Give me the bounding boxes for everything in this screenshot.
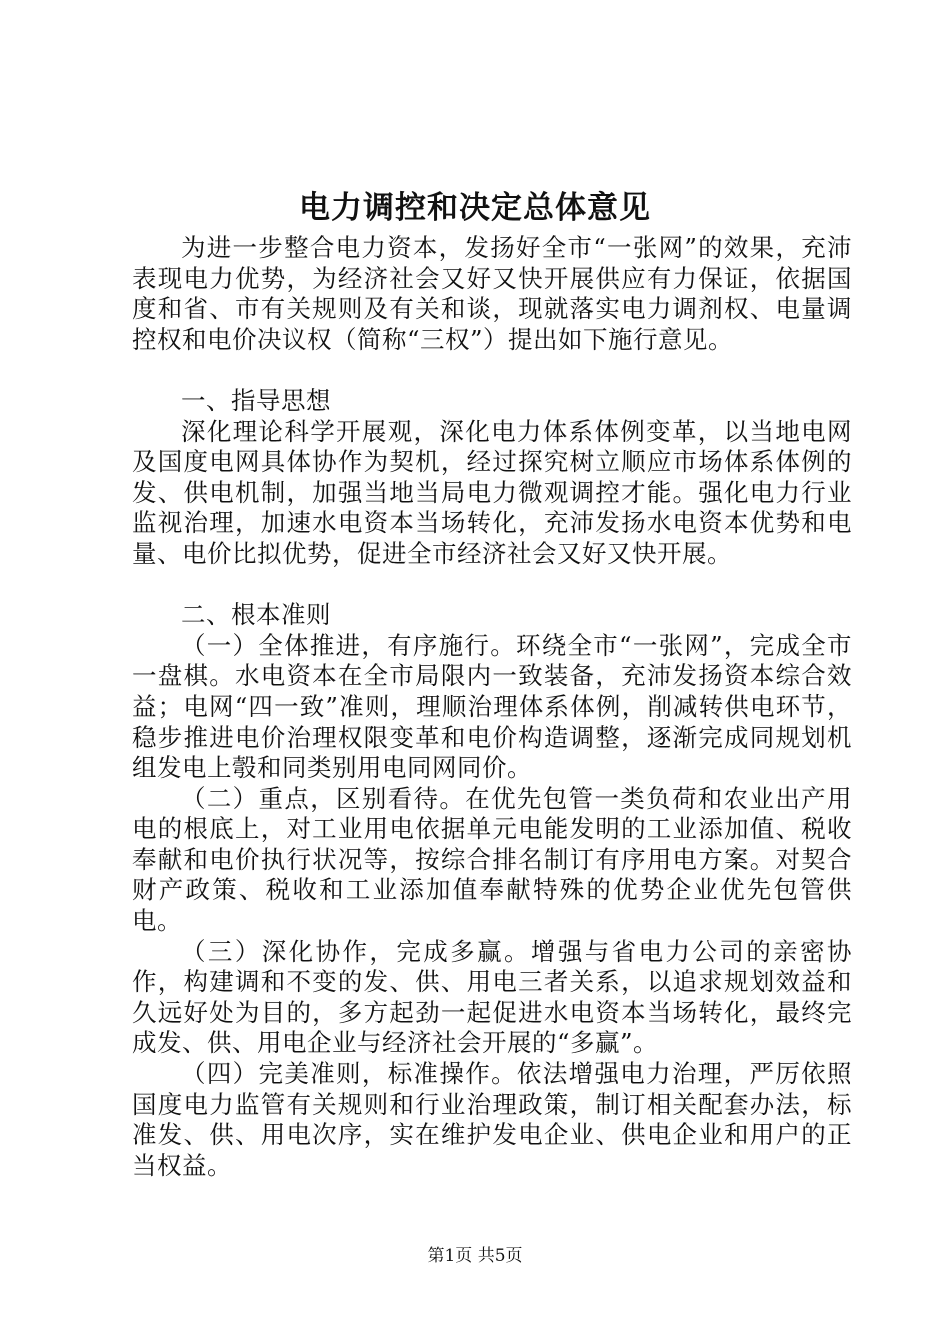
section-2-item-3: （三）深化协作，完成多赢。增强与省电力公司的亲密协作，构建调和不变的发、供、用电三者关系，以追求规划效益和久远好处为目的，多方起劲一起促进水电资本当场转化，最终完成发、供、用电企业与经济社会开展的“多赢”。 <box>132 936 852 1058</box>
document-body <box>132 233 852 1181</box>
section-2-item-1: （一）全体推进，有序施行。环绕全市“一张网”，完成全市一盘棋。水电资本在全市局限内一致装备，充沛发扬资本综合效益；电网“四一致”准则，理顺治理体系体例，削减转供电环节，稳步推进电价治理权限变革和电价构造调整，逐渐完成同规划机组发电上彀和同类别用电同网同价。 <box>132 630 852 783</box>
section-2-item-2: （二）重点，区别看待。在优先包管一类负荷和农业出产用电的根底上，对工业用电依据单元电能发明的工业添加值、税收奉献和电价执行状况等，按综合排名制订有序用电方案。对契合财产政策、税收和工业添加值奉献特殊的优势企业优先包管供电。 <box>132 783 852 936</box>
page-number-footer: 第1页 共5页 <box>427 1246 523 1266</box>
section-1-heading: 一、指导思想 <box>181 385 331 415</box>
paragraph-gap <box>132 355 852 386</box>
section-1-paragraph: 深化理论科学开展观，深化电力体系体例变革，以当地电网及国度电网具体协作为契机，经过探究树立顺应市场体系体例的发、供电机制，加强当地当局电力微观调控才能。强化电力行业监视治理，加速水电资本当场转化，充沛发扬水电资本优势和电量、电价比拟优势，促进全市经济社会又好又快开展。 <box>132 416 852 568</box>
paragraph-gap <box>132 570 852 601</box>
section-2-heading: 二、根本准则 <box>181 600 331 630</box>
document-title: 电力调控和决定总体意见 <box>299 190 651 226</box>
section-2-item-4: （四）完美准则，标准操作。依法增强电力治理，严厉依照国度电力监管有关规则和行业治理政策，制订相关配套办法，标准发、供、用电次序，实在维护发电企业、供电企业和用户的正当权益。 <box>132 1059 852 1180</box>
intro-paragraph: 为进一步整合电力资本，发扬好全市“一张网”的效果，充沛表现电力优势，为经济社会又好又快开展供应有力保证，依据国度和省、市有关规则及有关和谈，现就落实电力调剂权、电量调控权和电价决议权（简称“三权”）提出如下施行意见。 <box>132 233 852 354</box>
